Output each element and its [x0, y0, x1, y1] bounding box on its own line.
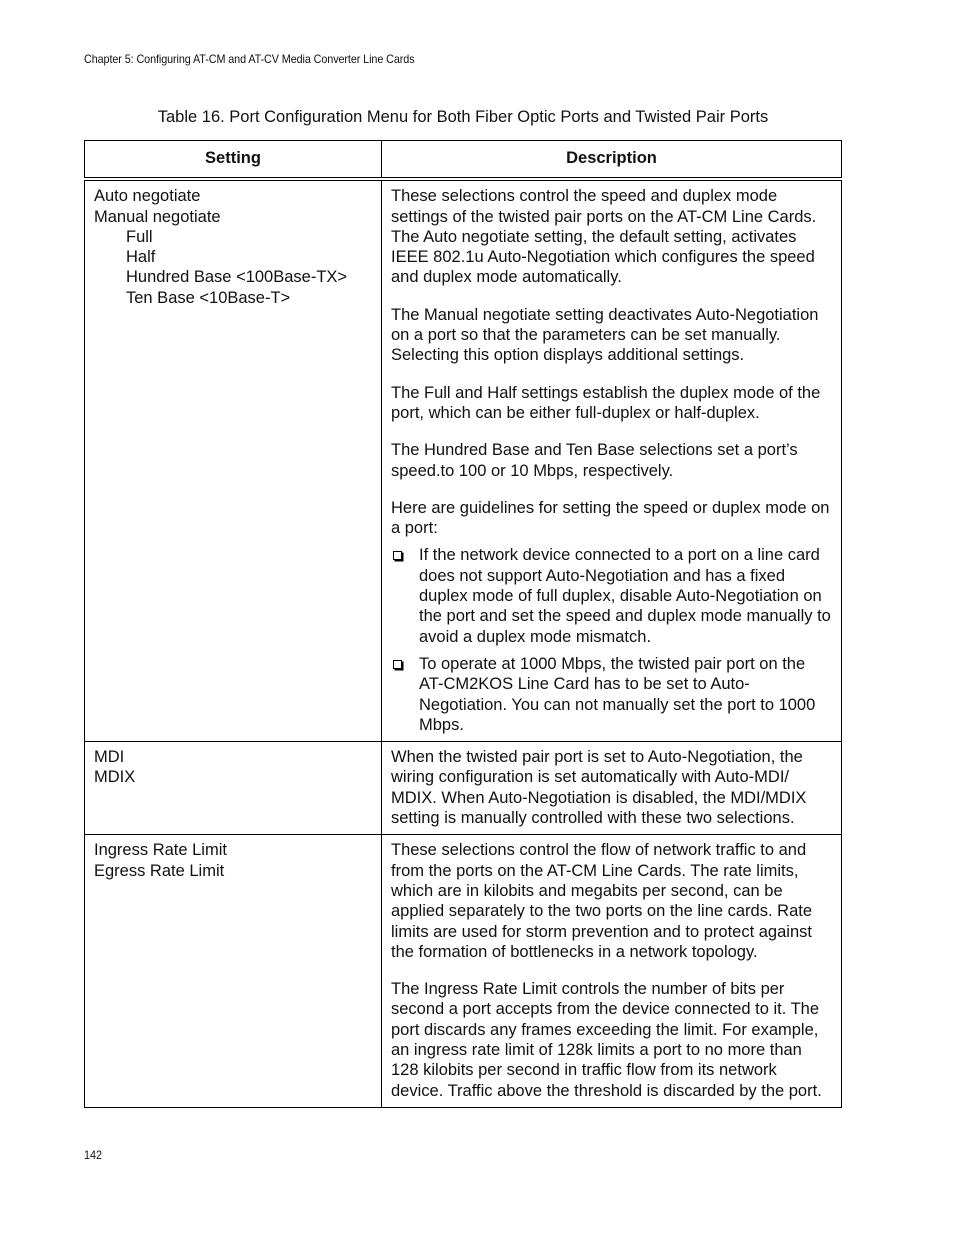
guideline-bullet	[391, 545, 831, 646]
setting-option: Hundred Base <100Base-TX>	[126, 268, 348, 287]
table-row	[85, 742, 842, 835]
column-header-setting: Setting	[85, 141, 382, 180]
description-cell	[382, 742, 842, 835]
table-row	[85, 179, 842, 741]
table-caption: Table 16. Port Configuration Menu for Both Fiber Optic Ports and Twisted Pair Ports	[157, 108, 769, 126]
description-paragraph: When the twisted pair port is set to Auto-Negotiation, the wiring configuration is set automatically with Auto-MDI/ MDIX. When Auto-Negotiation is disabled, the MDI/MDIX setting is manually controlled with these two selections.	[391, 748, 807, 828]
description-paragraph: The Manual negotiate setting deactivates Auto-Negotiation on a port so that the parameters can be set manually. Selecting this option displays additional settings.	[391, 305, 819, 365]
description-cell	[382, 179, 842, 741]
port-configuration-table	[84, 140, 842, 1108]
table-row	[85, 835, 842, 1108]
description-paragraph: These selections control the speed and duplex mode settings of the twisted pair ports on the AT-CM Line Cards. The Auto negotiate setting, the default setting, activates IEEE 802.1u Auto-Negotiation which configures the speed and duplex mode automatically.	[391, 187, 817, 287]
description-paragraph: Here are guidelines for setting the speed or duplex mode on a port:	[391, 498, 830, 538]
setting-cell	[85, 835, 382, 1108]
column-header-description: Description	[382, 141, 842, 180]
setting-option: Egress Rate Limit	[94, 861, 225, 880]
description-paragraph: The Full and Half settings establish the duplex mode of the port, which can be either full-duplex or half-duplex.	[391, 383, 821, 422]
running-header: Chapter 5: Configuring AT-CM and AT-CV Media Converter Line Cards	[84, 52, 415, 66]
table-header-row	[85, 141, 842, 180]
setting-option: MDI	[94, 748, 125, 767]
setting-option: Ingress Rate Limit	[94, 841, 227, 860]
setting-option: Ten Base <10Base-T>	[126, 288, 291, 307]
setting-option: Full	[126, 227, 153, 246]
checkbox-bullet-icon	[391, 654, 419, 735]
description-cell	[382, 835, 842, 1108]
page-number: 142	[84, 1148, 103, 1162]
description-paragraph: The Ingress Rate Limit controls the number of bits per second a port accepts from the device connected to it. The port discards any frames exceeding the limit. For example, an ingress rate limit of 128k limits a port to no more than 128 kilobits per second in traffic flow from its network device. Traffic above the threshold is discarded by the port.	[391, 980, 822, 1100]
description-paragraph: The Hundred Base and Ten Base selections set a port’s speed.to 100 or 10 Mbps, respectively.	[391, 441, 798, 480]
guideline-bullet	[391, 654, 831, 735]
checkbox-bullet-icon	[391, 545, 419, 646]
description-paragraph: These selections control the flow of network traffic to and from the ports on the AT-CM Line Cards. The rate limits, which are in kilobits and megabits per second, can be applied separately to the two ports on the line cards. Rate limits are used for storm prevention and to protect against the formation of bottlenecks in a network topology.	[391, 841, 812, 961]
setting-option: MDIX	[94, 768, 136, 787]
setting-cell	[85, 742, 382, 835]
setting-option: Half	[126, 248, 156, 267]
table-body	[85, 179, 842, 1107]
bullet-text: To operate at 1000 Mbps, the twisted pair port on the AT-CM2KOS Line Card has to be set to Auto-Negotiation. You can not manually set the port to 1000 Mbps.	[419, 654, 816, 734]
setting-option: Auto negotiate	[94, 187, 201, 206]
setting-option: Manual negotiate	[94, 207, 221, 226]
bullet-text: If the network device connected to a port on a line card does not support Auto-Negotiation and has a fixed duplex mode of full duplex, disable Auto-Negotiation on the port and set the speed and duplex mode manually to avoid a duplex mode mismatch.	[419, 546, 831, 646]
setting-cell	[85, 179, 382, 741]
